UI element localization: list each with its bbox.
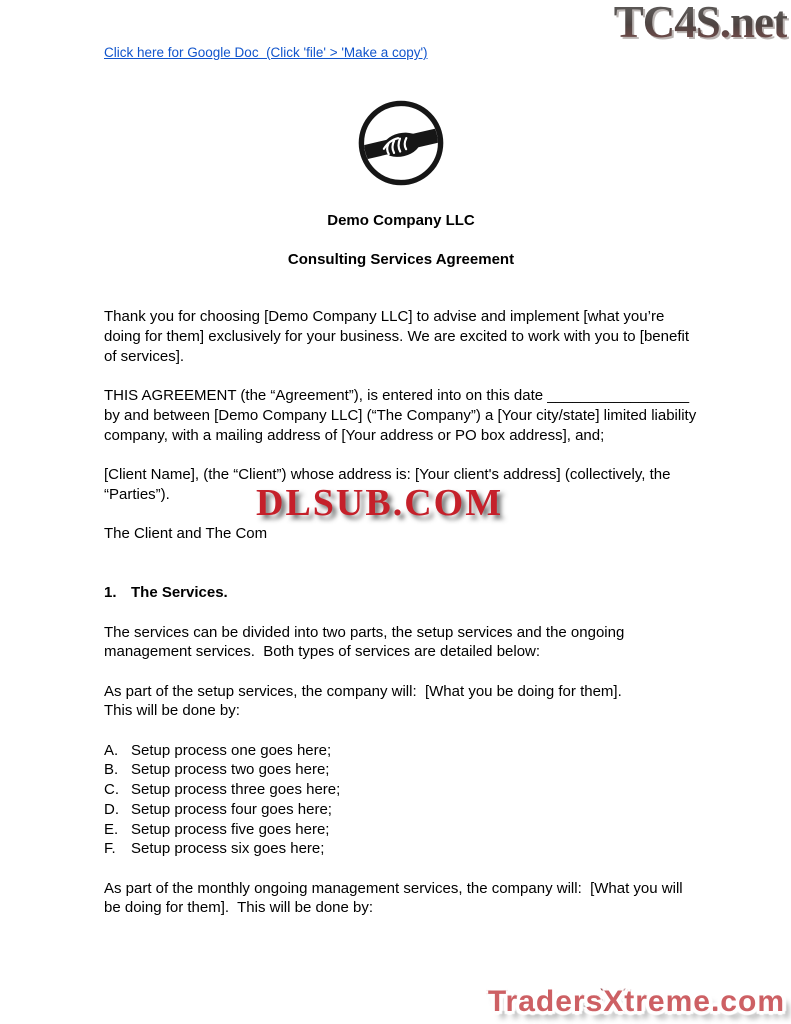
- tc4s-logo: TC4S.net: [613, 0, 787, 47]
- list-item: [104, 760, 698, 780]
- services-overview-paragraph: The services can be divided into two parts, the setup services and the ongoing management services. Both types of services are detailed below:: [104, 623, 629, 661]
- ongoing-intro-paragraph: As part of the monthly ongoing management services, the company will: [What you will be doing for them]. This will be done by:: [104, 879, 687, 917]
- list-text: Setup process two goes here;: [131, 761, 330, 779]
- section-title: The Services.: [131, 584, 228, 602]
- list-letter: B.: [104, 761, 119, 779]
- client-company-line: The Client and The Com: [104, 525, 268, 543]
- setup-intro-paragraph: [104, 682, 698, 721]
- list-item: [104, 741, 698, 761]
- list-letter: D.: [104, 800, 119, 818]
- list-item: [104, 839, 698, 859]
- agreement-continuation: by and between [Demo Company LLC] (“The Company”) a [Your city/state] limited liability company, with a mailing address of [Your address or PO box address], and;: [104, 406, 701, 444]
- setup-intro-line1: As part of the setup services, the company will: [What you be doing for them].: [104, 682, 622, 700]
- client-clause-paragraph: [Client Name], (the “Client”) whose address is: [Your client's address] (collectively, the “Parties”).: [104, 465, 675, 503]
- setup-intro-line2: This will be done by:: [104, 702, 240, 720]
- section-number: 1.: [104, 584, 117, 602]
- list-item: [104, 800, 698, 820]
- intro-paragraph: Thank you for choosing [Demo Company LLC] to advise and implement [what you’re doing for them] exclusively for your business. We are excited to work with you to [benefit of services].: [104, 308, 694, 365]
- list-letter: F.: [104, 840, 116, 858]
- list-item: [104, 820, 698, 840]
- google-doc-link[interactable]: Click here for Google Doc (Click 'file' > 'Make a copy'): [104, 45, 428, 60]
- setup-steps-list: [104, 741, 698, 859]
- list-text: Setup process four goes here;: [131, 800, 332, 818]
- date-blank-line: _________________: [547, 387, 690, 405]
- list-letter: E.: [104, 820, 119, 838]
- list-text: Setup process six goes here;: [131, 840, 325, 858]
- tradersxtreme-watermark: TradersXtreme.com: [487, 985, 785, 1018]
- company-title: Demo Company LLC: [327, 212, 475, 229]
- handshake-icon: [104, 98, 698, 188]
- agreement-intro-text: THIS AGREEMENT (the “Agreement”), is entered into on this date: [104, 387, 548, 405]
- dlsub-watermark: DLSUB.COM: [256, 482, 504, 524]
- agreement-paragraph: [104, 386, 701, 445]
- list-item: [104, 780, 698, 800]
- list-letter: A.: [104, 741, 119, 759]
- agreement-title: Consulting Services Agreement: [287, 251, 515, 268]
- list-text: Setup process one goes here;: [131, 741, 332, 759]
- list-text: Setup process three goes here;: [131, 781, 341, 799]
- section-services-heading: [104, 583, 698, 603]
- list-letter: C.: [104, 781, 119, 799]
- list-text: Setup process five goes here;: [131, 820, 330, 838]
